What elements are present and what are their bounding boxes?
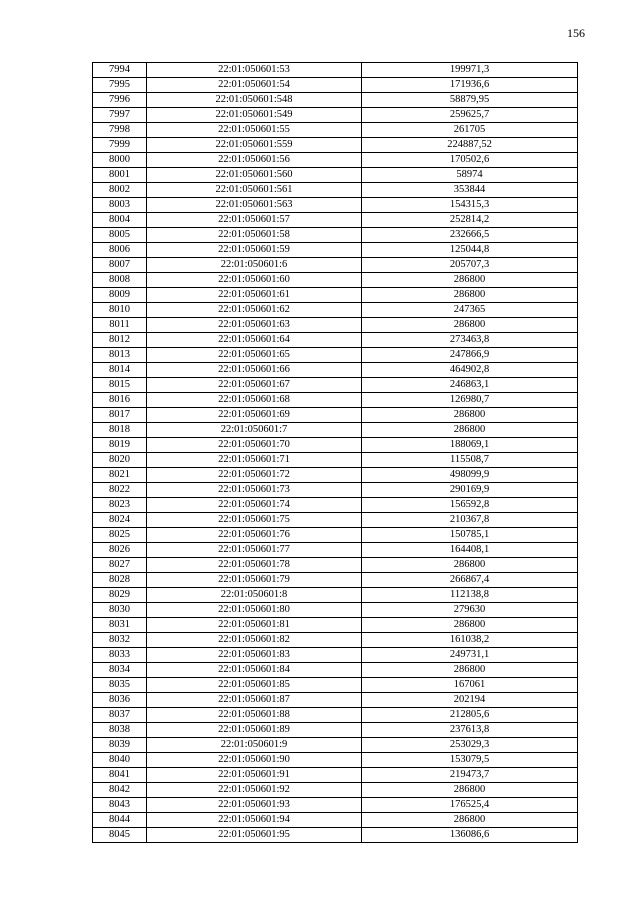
- row-number-cell: 8029: [93, 588, 147, 603]
- table-row: [93, 378, 578, 393]
- cadastral-number-cell: 22:01:050601:77: [147, 543, 362, 558]
- cadastral-number-cell: 22:01:050601:561: [147, 183, 362, 198]
- cadastral-value-cell: 170502,6: [362, 153, 578, 168]
- row-number-cell: 8010: [93, 303, 147, 318]
- row-number-cell: 7997: [93, 108, 147, 123]
- cadastral-value-cell: 150785,1: [362, 528, 578, 543]
- cadastral-number-cell: 22:01:050601:95: [147, 828, 362, 843]
- table-row: [93, 618, 578, 633]
- cadastral-number-cell: 22:01:050601:563: [147, 198, 362, 213]
- row-number-cell: 8018: [93, 423, 147, 438]
- cadastral-value-cell: 224887,52: [362, 138, 578, 153]
- cadastral-number-cell: 22:01:050601:63: [147, 318, 362, 333]
- cadastral-value-cell: 154315,3: [362, 198, 578, 213]
- cadastral-value-cell: 246863,1: [362, 378, 578, 393]
- cadastral-number-cell: 22:01:050601:76: [147, 528, 362, 543]
- row-number-cell: 8016: [93, 393, 147, 408]
- cadastral-value-cell: 232666,5: [362, 228, 578, 243]
- table-row: [93, 753, 578, 768]
- row-number-cell: 8000: [93, 153, 147, 168]
- cadastral-number-cell: 22:01:050601:92: [147, 783, 362, 798]
- table-row: [93, 153, 578, 168]
- row-number-cell: 7999: [93, 138, 147, 153]
- cadastral-number-cell: 22:01:050601:9: [147, 738, 362, 753]
- cadastral-number-cell: 22:01:050601:62: [147, 303, 362, 318]
- table-row: [93, 738, 578, 753]
- row-number-cell: 8035: [93, 678, 147, 693]
- table-row: [93, 723, 578, 738]
- cadastral-number-cell: 22:01:050601:56: [147, 153, 362, 168]
- cadastral-number-cell: 22:01:050601:91: [147, 768, 362, 783]
- cadastral-value-cell: 115508,7: [362, 453, 578, 468]
- cadastral-number-cell: 22:01:050601:94: [147, 813, 362, 828]
- cadastral-value-cell: 286800: [362, 423, 578, 438]
- table-row: [93, 78, 578, 93]
- row-number-cell: 8044: [93, 813, 147, 828]
- table-row: [93, 93, 578, 108]
- row-number-cell: 8015: [93, 378, 147, 393]
- cadastral-number-cell: 22:01:050601:79: [147, 573, 362, 588]
- table-row: [93, 243, 578, 258]
- cadastral-value-cell: 212805,6: [362, 708, 578, 723]
- table-row: [93, 318, 578, 333]
- row-number-cell: 8002: [93, 183, 147, 198]
- table-row: [93, 678, 578, 693]
- table-row: [93, 258, 578, 273]
- table-row: [93, 273, 578, 288]
- cadastral-value-cell: 125044,8: [362, 243, 578, 258]
- cadastral-number-cell: 22:01:050601:61: [147, 288, 362, 303]
- cadastral-number-cell: 22:01:050601:66: [147, 363, 362, 378]
- cadastral-number-cell: 22:01:050601:60: [147, 273, 362, 288]
- cadastral-value-cell: 273463,8: [362, 333, 578, 348]
- cadastral-value-cell: 171936,6: [362, 78, 578, 93]
- cadastral-number-cell: 22:01:050601:80: [147, 603, 362, 618]
- cadastral-number-cell: 22:01:050601:93: [147, 798, 362, 813]
- cadastral-value-cell: 156592,8: [362, 498, 578, 513]
- table-row: [93, 213, 578, 228]
- cadastral-number-cell: 22:01:050601:68: [147, 393, 362, 408]
- row-number-cell: 7998: [93, 123, 147, 138]
- row-number-cell: 8022: [93, 483, 147, 498]
- row-number-cell: 8012: [93, 333, 147, 348]
- row-number-cell: 8042: [93, 783, 147, 798]
- cadastral-value-cell: 164408,1: [362, 543, 578, 558]
- cadastral-number-cell: 22:01:050601:83: [147, 648, 362, 663]
- cadastral-value-cell: 199971,3: [362, 63, 578, 78]
- cadastral-value-cell: 58879,95: [362, 93, 578, 108]
- cadastral-value-cell: 290169,9: [362, 483, 578, 498]
- row-number-cell: 8006: [93, 243, 147, 258]
- cadastral-number-cell: 22:01:050601:6: [147, 258, 362, 273]
- row-number-cell: 8008: [93, 273, 147, 288]
- row-number-cell: 8009: [93, 288, 147, 303]
- row-number-cell: 8019: [93, 438, 147, 453]
- table-row: [93, 333, 578, 348]
- table-row: [93, 588, 578, 603]
- table-body: [93, 63, 578, 843]
- row-number-cell: 8023: [93, 498, 147, 513]
- cadastral-value-cell: 205707,3: [362, 258, 578, 273]
- row-number-cell: 8011: [93, 318, 147, 333]
- cadastral-number-cell: 22:01:050601:84: [147, 663, 362, 678]
- cadastral-value-cell: 252814,2: [362, 213, 578, 228]
- table-row: [93, 438, 578, 453]
- table-row: [93, 528, 578, 543]
- cadastral-value-cell: 153079,5: [362, 753, 578, 768]
- table-row: [93, 708, 578, 723]
- table-row: [93, 228, 578, 243]
- row-number-cell: 8039: [93, 738, 147, 753]
- cadastral-value-cell: 219473,7: [362, 768, 578, 783]
- row-number-cell: 8004: [93, 213, 147, 228]
- cadastral-value-cell: 286800: [362, 783, 578, 798]
- table-row: [93, 648, 578, 663]
- row-number-cell: 8003: [93, 198, 147, 213]
- table-row: [93, 63, 578, 78]
- cadastral-number-cell: 22:01:050601:8: [147, 588, 362, 603]
- cadastral-number-cell: 22:01:050601:87: [147, 693, 362, 708]
- cadastral-value-cell: 161038,2: [362, 633, 578, 648]
- table-row: [93, 363, 578, 378]
- table-row: [93, 543, 578, 558]
- cadastral-number-cell: 22:01:050601:57: [147, 213, 362, 228]
- cadastral-value-cell: 136086,6: [362, 828, 578, 843]
- row-number-cell: 7996: [93, 93, 147, 108]
- cadastral-value-cell: 259625,7: [362, 108, 578, 123]
- table-row: [93, 453, 578, 468]
- cadastral-value-table: [92, 62, 578, 843]
- cadastral-value-cell: 202194: [362, 693, 578, 708]
- table-row: [93, 198, 578, 213]
- row-number-cell: 8020: [93, 453, 147, 468]
- table-row: [93, 123, 578, 138]
- row-number-cell: 8024: [93, 513, 147, 528]
- row-number-cell: 8001: [93, 168, 147, 183]
- row-number-cell: 8043: [93, 798, 147, 813]
- row-number-cell: 8037: [93, 708, 147, 723]
- row-number-cell: 8036: [93, 693, 147, 708]
- row-number-cell: 8038: [93, 723, 147, 738]
- cadastral-value-cell: 286800: [362, 408, 578, 423]
- row-number-cell: 8013: [93, 348, 147, 363]
- cadastral-number-cell: 22:01:050601:73: [147, 483, 362, 498]
- cadastral-number-cell: 22:01:050601:90: [147, 753, 362, 768]
- table-row: [93, 423, 578, 438]
- row-number-cell: 8026: [93, 543, 147, 558]
- row-number-cell: 8031: [93, 618, 147, 633]
- cadastral-value-cell: 261705: [362, 123, 578, 138]
- cadastral-value-cell: 247866,9: [362, 348, 578, 363]
- cadastral-number-cell: 22:01:050601:75: [147, 513, 362, 528]
- row-number-cell: 8045: [93, 828, 147, 843]
- cadastral-value-cell: 253029,3: [362, 738, 578, 753]
- table-row: [93, 348, 578, 363]
- cadastral-value-cell: 353844: [362, 183, 578, 198]
- cadastral-number-cell: 22:01:050601:81: [147, 618, 362, 633]
- table-row: [93, 663, 578, 678]
- table-row: [93, 798, 578, 813]
- row-number-cell: 8034: [93, 663, 147, 678]
- table-row: [93, 303, 578, 318]
- cadastral-number-cell: 22:01:050601:559: [147, 138, 362, 153]
- table-row: [93, 468, 578, 483]
- cadastral-value-cell: 167061: [362, 678, 578, 693]
- cadastral-number-cell: 22:01:050601:70: [147, 438, 362, 453]
- cadastral-number-cell: 22:01:050601:54: [147, 78, 362, 93]
- table-row: [93, 483, 578, 498]
- cadastral-value-cell: 176525,4: [362, 798, 578, 813]
- cadastral-number-cell: 22:01:050601:7: [147, 423, 362, 438]
- table-row: [93, 138, 578, 153]
- row-number-cell: 8025: [93, 528, 147, 543]
- cadastral-value-cell: 279630: [362, 603, 578, 618]
- cadastral-value-cell: 58974: [362, 168, 578, 183]
- cadastral-value-cell: 286800: [362, 318, 578, 333]
- cadastral-number-cell: 22:01:050601:65: [147, 348, 362, 363]
- cadastral-number-cell: 22:01:050601:548: [147, 93, 362, 108]
- table-row: [93, 573, 578, 588]
- cadastral-number-cell: 22:01:050601:85: [147, 678, 362, 693]
- cadastral-value-cell: 188069,1: [362, 438, 578, 453]
- cadastral-value-cell: 249731,1: [362, 648, 578, 663]
- cadastral-value-cell: 210367,8: [362, 513, 578, 528]
- row-number-cell: 8007: [93, 258, 147, 273]
- cadastral-number-cell: 22:01:050601:55: [147, 123, 362, 138]
- cadastral-value-cell: 286800: [362, 618, 578, 633]
- table-row: [93, 768, 578, 783]
- cadastral-value-cell: 266867,4: [362, 573, 578, 588]
- cadastral-number-cell: 22:01:050601:69: [147, 408, 362, 423]
- row-number-cell: 8030: [93, 603, 147, 618]
- table-row: [93, 603, 578, 618]
- cadastral-value-cell: 126980,7: [362, 393, 578, 408]
- cadastral-number-cell: 22:01:050601:53: [147, 63, 362, 78]
- table-row: [93, 693, 578, 708]
- row-number-cell: 8032: [93, 633, 147, 648]
- cadastral-number-cell: 22:01:050601:82: [147, 633, 362, 648]
- cadastral-number-cell: 22:01:050601:88: [147, 708, 362, 723]
- table-row: [93, 813, 578, 828]
- row-number-cell: 8021: [93, 468, 147, 483]
- row-number-cell: 8041: [93, 768, 147, 783]
- cadastral-value-cell: 286800: [362, 813, 578, 828]
- table-row: [93, 633, 578, 648]
- cadastral-value-cell: 286800: [362, 663, 578, 678]
- table-row: [93, 783, 578, 798]
- cadastral-number-cell: 22:01:050601:67: [147, 378, 362, 393]
- cadastral-value-cell: 286800: [362, 273, 578, 288]
- cadastral-number-cell: 22:01:050601:71: [147, 453, 362, 468]
- cadastral-value-cell: 286800: [362, 288, 578, 303]
- row-number-cell: 8014: [93, 363, 147, 378]
- table-row: [93, 828, 578, 843]
- cadastral-value-cell: 247365: [362, 303, 578, 318]
- cadastral-number-cell: 22:01:050601:59: [147, 243, 362, 258]
- cadastral-number-cell: 22:01:050601:549: [147, 108, 362, 123]
- table-row: [93, 513, 578, 528]
- row-number-cell: 8005: [93, 228, 147, 243]
- cadastral-number-cell: 22:01:050601:89: [147, 723, 362, 738]
- table-row: [93, 498, 578, 513]
- cadastral-value-cell: 464902,8: [362, 363, 578, 378]
- table-row: [93, 408, 578, 423]
- cadastral-number-cell: 22:01:050601:560: [147, 168, 362, 183]
- row-number-cell: 8027: [93, 558, 147, 573]
- page-number: 156: [567, 26, 585, 40]
- cadastral-value-cell: 237613,8: [362, 723, 578, 738]
- row-number-cell: 8017: [93, 408, 147, 423]
- table-row: [93, 393, 578, 408]
- cadastral-number-cell: 22:01:050601:74: [147, 498, 362, 513]
- cadastral-number-cell: 22:01:050601:72: [147, 468, 362, 483]
- table-row: [93, 108, 578, 123]
- row-number-cell: 8028: [93, 573, 147, 588]
- row-number-cell: 7994: [93, 63, 147, 78]
- cadastral-number-cell: 22:01:050601:58: [147, 228, 362, 243]
- cadastral-number-cell: 22:01:050601:64: [147, 333, 362, 348]
- table-row: [93, 168, 578, 183]
- cadastral-value-cell: 112138,8: [362, 588, 578, 603]
- row-number-cell: 7995: [93, 78, 147, 93]
- table-row: [93, 183, 578, 198]
- row-number-cell: 8033: [93, 648, 147, 663]
- cadastral-value-cell: 286800: [362, 558, 578, 573]
- cadastral-number-cell: 22:01:050601:78: [147, 558, 362, 573]
- table-row: [93, 288, 578, 303]
- cadastral-value-cell: 498099,9: [362, 468, 578, 483]
- row-number-cell: 8040: [93, 753, 147, 768]
- table-row: [93, 558, 578, 573]
